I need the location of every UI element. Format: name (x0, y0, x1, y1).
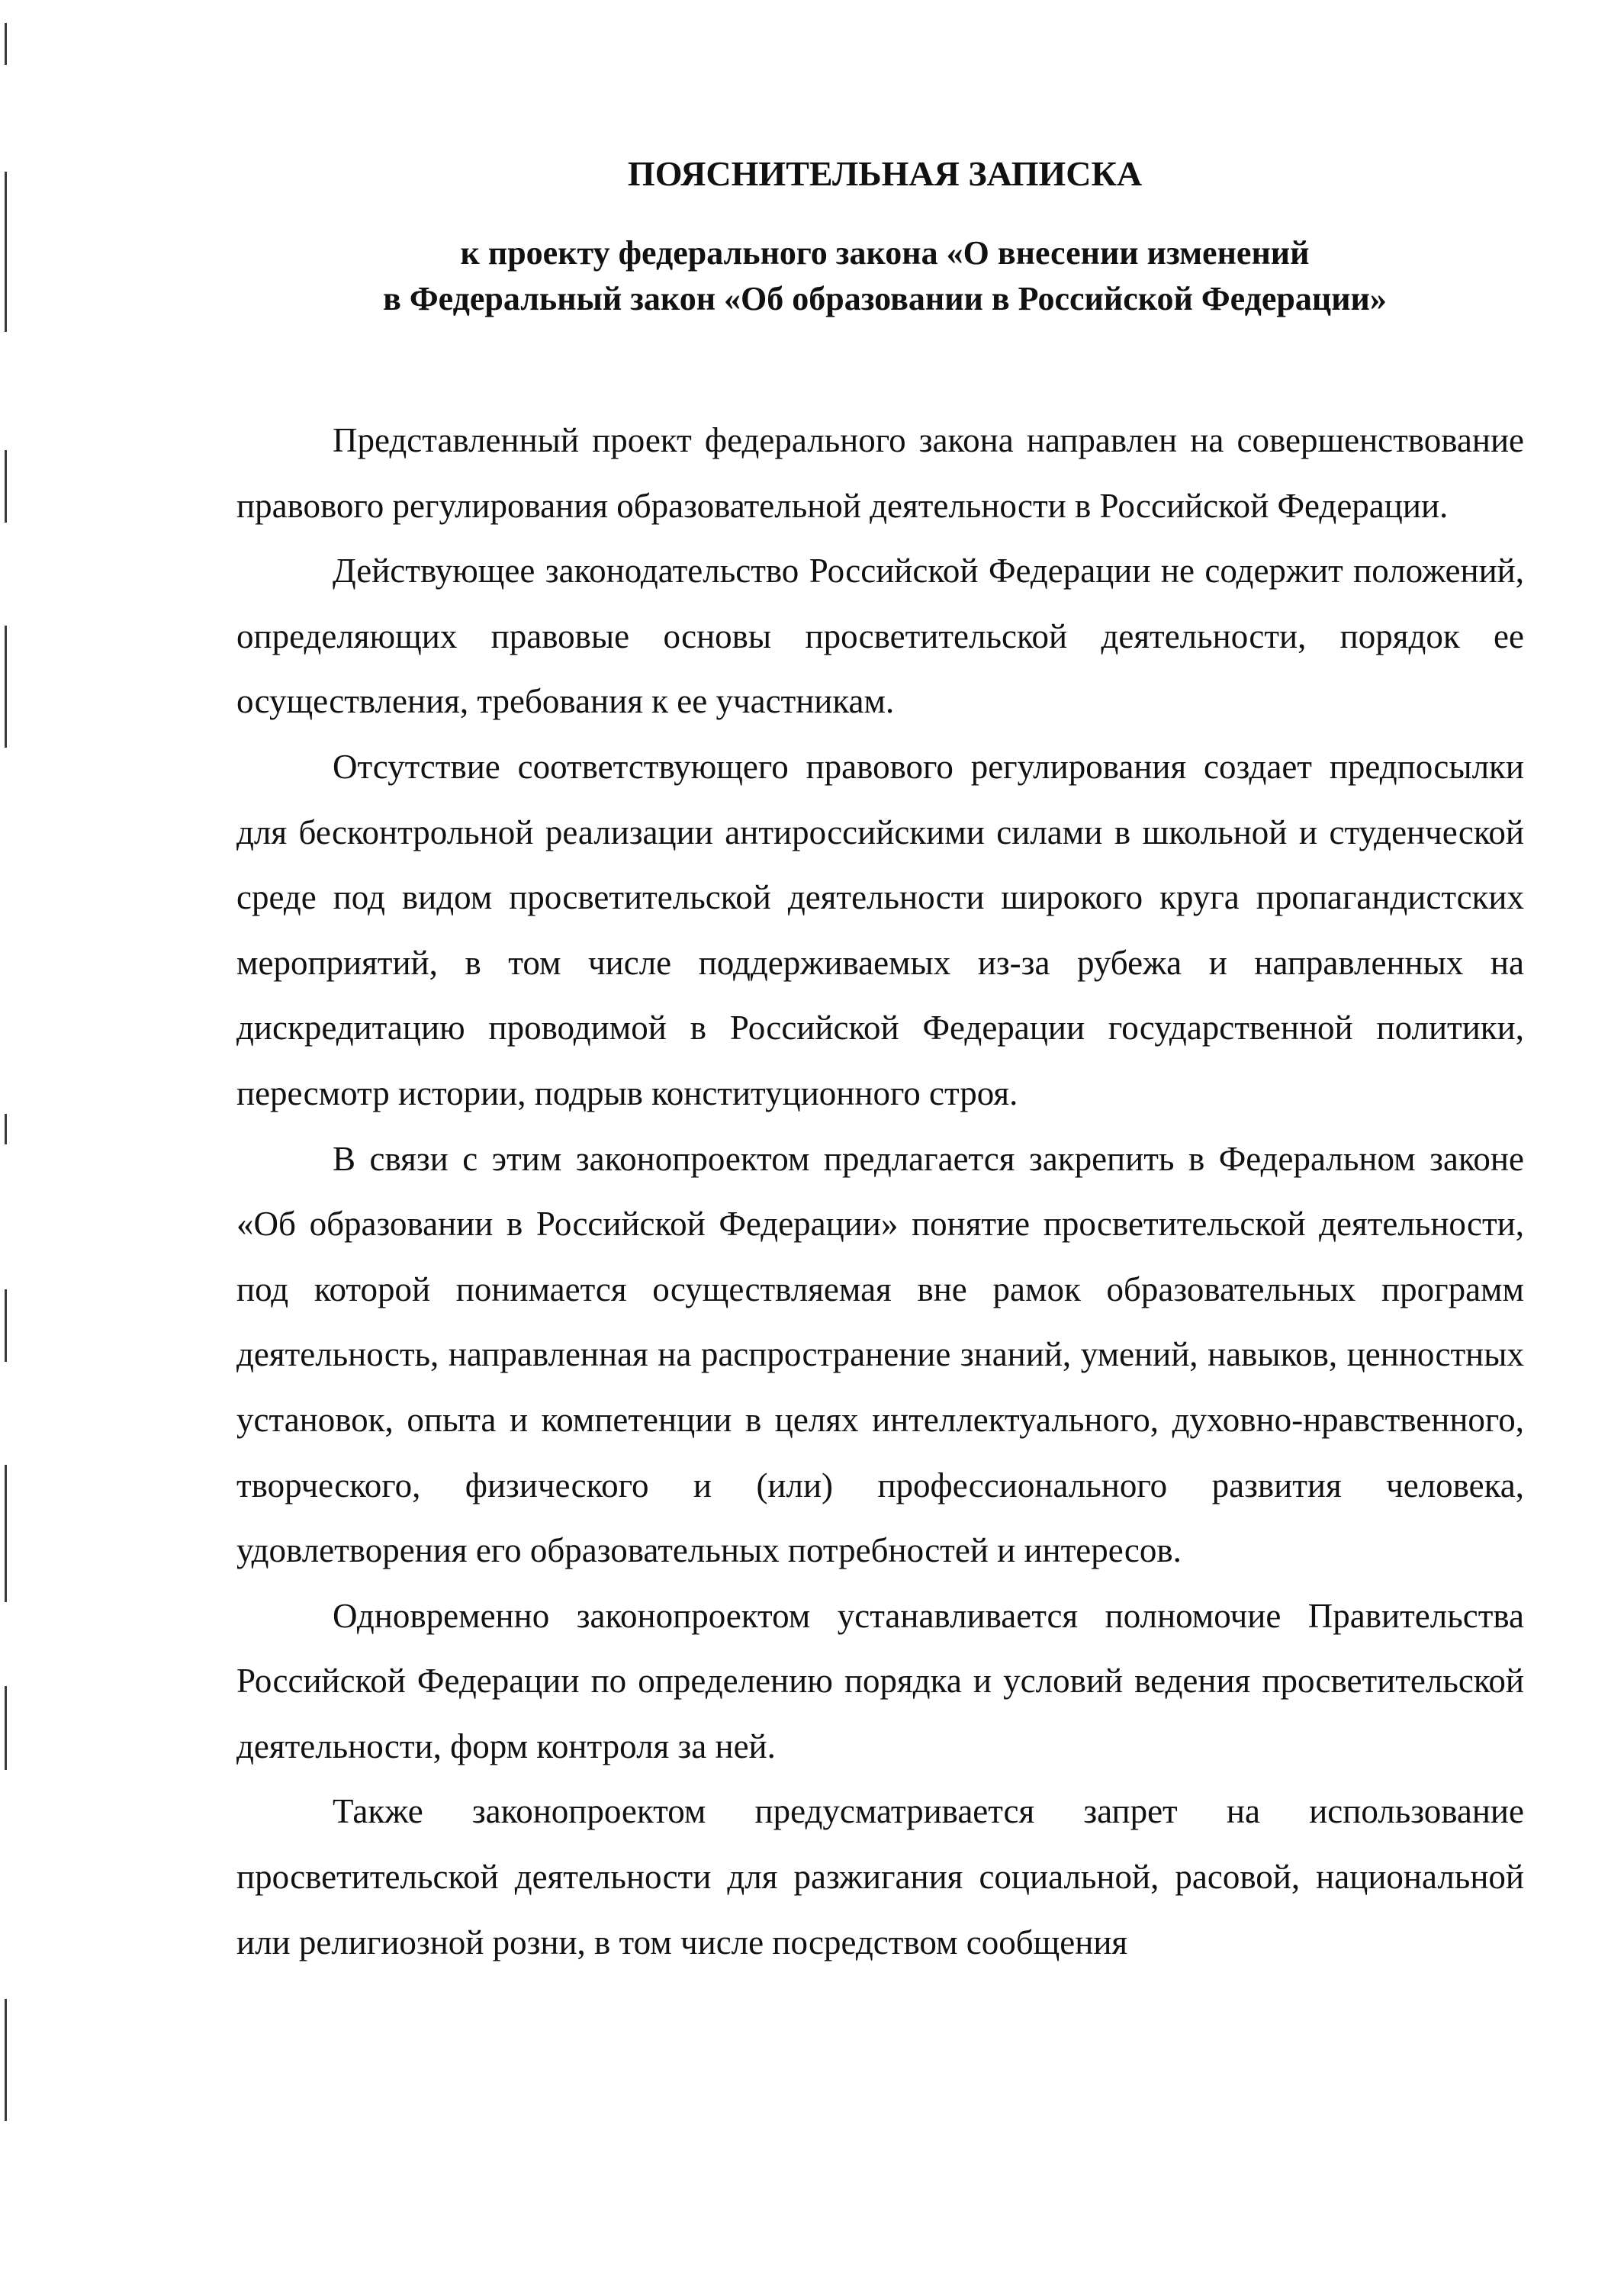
paragraph: Действующее законодательство Российской Федерации не содержит положений, определяющих правовые основы просветительской деятельности, порядок ее осуществления, требования к ее участникам. (236, 552, 1524, 721)
scan-artifact (5, 450, 7, 523)
document-subtitle (236, 230, 1533, 322)
paragraph: Одновременно законопроектом устанавливается полномочие Правительства Российской Федерации по определению порядка и условий ведения просветительской деятельности, форм контроля за ней. (236, 1596, 1524, 1765)
paragraph: Представленный проект федерального закона направлен на совершенствование правового регулирования образовательной деятельности в Российской Федерации. (236, 421, 1524, 525)
paragraph: Отсутствие соответствующего правового регулирования создает предпосылки для бесконтрольной реализации антироссийскими силами в школьной и студенческой среде под видом просветительской деятельности широкого круга пропагандистских мероприятий, в том числе поддерживаемых из-за рубежа и направленных на дискредитацию проводимой в Российской Федерации государственной политики, пересмотр истории, подрыв конституционного строя. (236, 747, 1524, 1112)
scan-artifact (5, 1686, 7, 1770)
scan-artifact (5, 172, 7, 332)
scan-artifact (5, 1999, 7, 2121)
scan-artifact (5, 1114, 7, 1144)
scan-artifact (5, 1289, 7, 1362)
scan-artifact (5, 1465, 7, 1602)
document-body (236, 408, 1524, 1975)
paragraph: В связи с этим законопроектом предлагается закрепить в Федеральном законе «Об образовании в Российской Федерации» понятие просветительской деятельности, под которой понимается осуществляемая вне рамок образовательных программ деятельность, направленная на распространение знаний, умений, навыков, ценностных установок, опыта и компетенции в целях интеллектуального, духовно-нравственного, творческого, физического и (или) профессионального развития человека, удовлетворения его образовательных потребностей и интересов. (236, 1139, 1524, 1570)
paragraph: Также законопроектом предусматривается запрет на использование просветительской деятельности для разжигания социальной, расовой, национальной или религиозной розни, в том числе посредством сообщения (236, 1792, 1524, 1961)
document-title: ПОЯСНИТЕЛЬНАЯ ЗАПИСКА (627, 154, 1143, 193)
scan-artifact (5, 626, 7, 748)
scan-artifact (5, 23, 7, 65)
subtitle-line-2: в Федеральный закон «Об образовании в Российской Федерации» (383, 280, 1387, 317)
subtitle-line-1: к проекту федерального закона «О внесении изменений (460, 234, 1310, 272)
